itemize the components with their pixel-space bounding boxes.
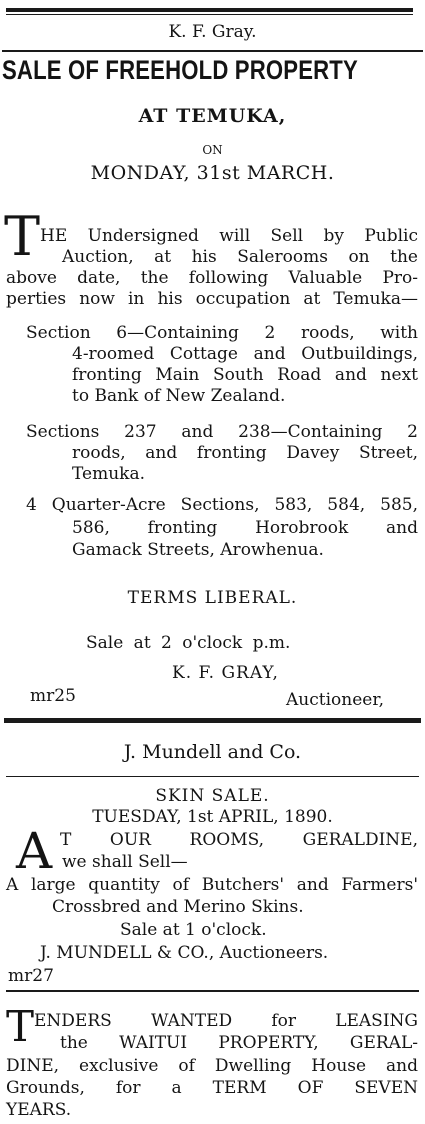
tender-line-3: DINE, exclusive of Dwelling House and bbox=[6, 1056, 418, 1076]
header-rule bbox=[2, 50, 423, 52]
drop-cap: A bbox=[16, 822, 53, 880]
intro-line-1: HE Undersigned will Sell by Public bbox=[40, 226, 418, 246]
drop-cap: T bbox=[4, 205, 41, 268]
section-line: to Bank of New Zealand. bbox=[72, 386, 286, 406]
body-line-2: Crossbred and Merino Skins. bbox=[52, 897, 304, 917]
tender-line-2: the WAITUI PROPERTY, GERAL- bbox=[60, 1033, 418, 1053]
section-divider bbox=[6, 990, 419, 992]
ad-header: J. Mundell and Co. bbox=[123, 741, 302, 763]
intro-line-3: above date, the following Valuable Pro- bbox=[6, 268, 418, 288]
ad-title: SKIN SALE. bbox=[155, 786, 270, 806]
intro-line-4: perties now in his occupation at Temuka— bbox=[6, 289, 418, 309]
tender-line-4: Grounds, for a TERM OF SEVEN bbox=[6, 1078, 418, 1098]
sale-date: MONDAY, 31st MARCH. bbox=[90, 162, 335, 184]
section-line: Sections 237 and 238—Containing 2 bbox=[26, 422, 418, 442]
sale-time: Sale at 2 o'clock p.m. bbox=[86, 633, 291, 653]
section-line: Temuka. bbox=[72, 464, 145, 484]
top-rule bbox=[6, 8, 413, 12]
sale-time: Sale at 1 o'clock. bbox=[120, 920, 267, 940]
ad-header: K. F. Gray. bbox=[168, 22, 257, 42]
section-line: roods, and fronting Davey Street, bbox=[72, 443, 418, 463]
intro-line-1: T OUR ROOMS, GERALDINE, bbox=[60, 830, 418, 850]
sale-date: TUESDAY, 1st APRIL, 1890. bbox=[92, 807, 333, 827]
intro-line-2: Auction, at his Salerooms on the bbox=[62, 247, 418, 267]
on-label: ON bbox=[202, 143, 223, 157]
tender-line-1: ENDERS WANTED for LEASING bbox=[34, 1011, 418, 1031]
section-line: 4-roomed Cottage and Outbuildings, bbox=[72, 344, 418, 364]
body-line-1: A large quantity of Butchers' and Farmers' bbox=[6, 875, 418, 895]
location: AT TEMUKA, bbox=[138, 105, 287, 127]
top-rule-thin bbox=[6, 14, 413, 15]
tender-line-5: YEARS. bbox=[6, 1100, 72, 1120]
headline: SALE OF FREEHOLD PROPERTY bbox=[2, 55, 358, 85]
section-line: 4 Quarter-Acre Sections, 583, 584, 585, bbox=[26, 495, 418, 515]
intro-line-2: we shall Sell— bbox=[62, 852, 188, 872]
drop-cap: T bbox=[6, 1002, 35, 1051]
section-line: Gamack Streets, Arowhenua. bbox=[72, 540, 324, 560]
section-line: Section 6—Containing 2 roods, with bbox=[26, 323, 418, 343]
auctioneers: J. MUNDELL & CO., Auctioneers. bbox=[40, 943, 329, 963]
ad-code: mr27 bbox=[8, 966, 54, 986]
auctioneer-name: K. F. GRAY, bbox=[172, 663, 279, 683]
header-rule bbox=[6, 776, 419, 777]
terms: TERMS LIBERAL. bbox=[127, 588, 298, 608]
ad-code: mr25 bbox=[30, 686, 76, 706]
section-divider bbox=[4, 718, 421, 723]
section-line: fronting Main South Road and next bbox=[72, 365, 418, 385]
auctioneer-title: Auctioneer, bbox=[286, 690, 384, 710]
section-line: 586, fronting Horobrook and bbox=[72, 518, 418, 538]
